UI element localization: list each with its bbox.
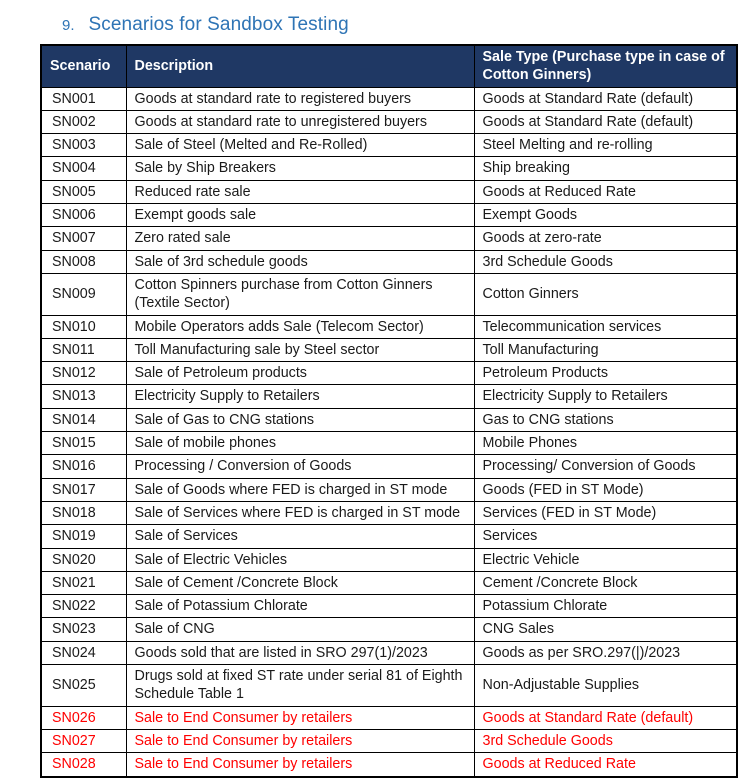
table-row: [41, 157, 737, 180]
scenario-cell: SN008: [41, 250, 126, 273]
description-cell: Sale of Potassium Chlorate: [126, 595, 474, 618]
description-cell: Goods sold that are listed in SRO 297(1)/2023: [126, 641, 474, 664]
scenario-cell: SN005: [41, 180, 126, 203]
description-cell: Cotton Spinners purchase from Cotton Ginners (Textile Sector): [126, 273, 474, 315]
description-cell: Sale to End Consumer by retailers: [126, 729, 474, 752]
sale-type-cell: Processing/ Conversion of Goods: [474, 455, 737, 478]
sale-type-cell: Services (FED in ST Mode): [474, 501, 737, 524]
sale-type-cell: Services: [474, 525, 737, 548]
table-row: [41, 525, 737, 548]
scenario-cell: SN025: [41, 665, 126, 707]
sale-type-cell: Cement /Concrete Block: [474, 571, 737, 594]
scenario-cell: SN017: [41, 478, 126, 501]
sale-type-cell: Goods as per SRO.297(|)/2023: [474, 641, 737, 664]
table-row: [41, 478, 737, 501]
description-cell: Exempt goods sale: [126, 204, 474, 227]
scenario-cell: SN022: [41, 595, 126, 618]
description-cell: Sale of Petroleum products: [126, 362, 474, 385]
description-cell: Mobile Operators adds Sale (Telecom Sector): [126, 315, 474, 338]
table-row: [41, 134, 737, 157]
table-row: [41, 204, 737, 227]
sale-type-cell: Mobile Phones: [474, 432, 737, 455]
scenario-cell: SN003: [41, 134, 126, 157]
table-row: [41, 87, 737, 110]
scenario-cell: SN013: [41, 385, 126, 408]
section-number: 9.: [62, 17, 75, 34]
scenario-cell: SN015: [41, 432, 126, 455]
sale-type-cell: Ship breaking: [474, 157, 737, 180]
scenario-cell: SN007: [41, 227, 126, 250]
description-cell: Electricity Supply to Retailers: [126, 385, 474, 408]
sale-type-cell: Toll Manufacturing: [474, 338, 737, 361]
description-cell: Sale of Gas to CNG stations: [126, 408, 474, 431]
sale-type-cell: 3rd Schedule Goods: [474, 729, 737, 752]
description-cell: Sale of mobile phones: [126, 432, 474, 455]
table-header: [41, 45, 737, 87]
sale-type-cell: Exempt Goods: [474, 204, 737, 227]
column-header-scenario: Scenario: [41, 45, 126, 87]
table-row: [41, 706, 737, 729]
description-cell: Sale by Ship Breakers: [126, 157, 474, 180]
sale-type-cell: Telecommunication services: [474, 315, 737, 338]
description-cell: Sale of Steel (Melted and Re-Rolled): [126, 134, 474, 157]
description-cell: Sale of CNG: [126, 618, 474, 641]
description-cell: Sale to End Consumer by retailers: [126, 753, 474, 777]
scenario-cell: SN023: [41, 618, 126, 641]
sale-type-cell: Cotton Ginners: [474, 273, 737, 315]
scenario-cell: SN020: [41, 548, 126, 571]
table-row: [41, 571, 737, 594]
sale-type-cell: Potassium Chlorate: [474, 595, 737, 618]
table-row: [41, 315, 737, 338]
sale-type-cell: Non-Adjustable Supplies: [474, 665, 737, 707]
scenario-cell: SN018: [41, 501, 126, 524]
table-row: [41, 110, 737, 133]
table-row: [41, 618, 737, 641]
scenario-cell: SN019: [41, 525, 126, 548]
sale-type-cell: Goods (FED in ST Mode): [474, 478, 737, 501]
scenario-cell: SN006: [41, 204, 126, 227]
sale-type-cell: Electric Vehicle: [474, 548, 737, 571]
description-cell: Sale to End Consumer by retailers: [126, 706, 474, 729]
scenario-cell: SN014: [41, 408, 126, 431]
sale-type-cell: Goods at Reduced Rate: [474, 180, 737, 203]
table-row: [41, 227, 737, 250]
table-row: [41, 273, 737, 315]
section-title-text: Scenarios for Sandbox Testing: [88, 14, 349, 35]
table-row: [41, 432, 737, 455]
sale-type-cell: Goods at Reduced Rate: [474, 753, 737, 777]
scenario-cell: SN027: [41, 729, 126, 752]
description-cell: Drugs sold at fixed ST rate under serial 81 of Eighth Schedule Table 1: [126, 665, 474, 707]
sale-type-cell: CNG Sales: [474, 618, 737, 641]
scenario-cell: SN021: [41, 571, 126, 594]
description-cell: Goods at standard rate to registered buyers: [126, 87, 474, 110]
description-cell: Reduced rate sale: [126, 180, 474, 203]
scenarios-table: [40, 44, 738, 778]
table-row: [41, 548, 737, 571]
table-row: [41, 729, 737, 752]
table-row: [41, 362, 737, 385]
table-row: [41, 408, 737, 431]
description-cell: Sale of Electric Vehicles: [126, 548, 474, 571]
table-row: [41, 455, 737, 478]
header-row: [41, 45, 737, 87]
page-title: [62, 14, 756, 36]
sale-type-cell: 3rd Schedule Goods: [474, 250, 737, 273]
column-header-description: Description: [126, 45, 474, 87]
sale-type-cell: Gas to CNG stations: [474, 408, 737, 431]
description-cell: Sale of Goods where FED is charged in ST mode: [126, 478, 474, 501]
scenario-cell: SN011: [41, 338, 126, 361]
column-header-sale-type: Sale Type (Purchase type in case of Cotton Ginners): [474, 45, 737, 87]
scenario-cell: SN016: [41, 455, 126, 478]
table-row: [41, 180, 737, 203]
table-row: [41, 595, 737, 618]
scenario-cell: SN026: [41, 706, 126, 729]
table-row: [41, 665, 737, 707]
description-cell: Sale of Services where FED is charged in ST mode: [126, 501, 474, 524]
table-row: [41, 753, 737, 777]
description-cell: Sale of 3rd schedule goods: [126, 250, 474, 273]
sale-type-cell: Electricity Supply to Retailers: [474, 385, 737, 408]
description-cell: Zero rated sale: [126, 227, 474, 250]
table-row: [41, 501, 737, 524]
description-cell: Toll Manufacturing sale by Steel sector: [126, 338, 474, 361]
scenario-cell: SN010: [41, 315, 126, 338]
table-body: [41, 87, 737, 776]
scenario-cell: SN028: [41, 753, 126, 777]
table-row: [41, 250, 737, 273]
description-cell: Goods at standard rate to unregistered buyers: [126, 110, 474, 133]
sale-type-cell: Goods at Standard Rate (default): [474, 110, 737, 133]
sale-type-cell: Petroleum Products: [474, 362, 737, 385]
scenario-cell: SN001: [41, 87, 126, 110]
scenario-cell: SN009: [41, 273, 126, 315]
description-cell: Sale of Services: [126, 525, 474, 548]
sale-type-cell: Steel Melting and re-rolling: [474, 134, 737, 157]
table-row: [41, 385, 737, 408]
description-cell: Processing / Conversion of Goods: [126, 455, 474, 478]
sale-type-cell: Goods at Standard Rate (default): [474, 87, 737, 110]
table-row: [41, 641, 737, 664]
description-cell: Sale of Cement /Concrete Block: [126, 571, 474, 594]
table-row: [41, 338, 737, 361]
scenario-cell: SN002: [41, 110, 126, 133]
scenario-cell: SN004: [41, 157, 126, 180]
sale-type-cell: Goods at Standard Rate (default): [474, 706, 737, 729]
scenario-cell: SN012: [41, 362, 126, 385]
scenario-cell: SN024: [41, 641, 126, 664]
sale-type-cell: Goods at zero-rate: [474, 227, 737, 250]
